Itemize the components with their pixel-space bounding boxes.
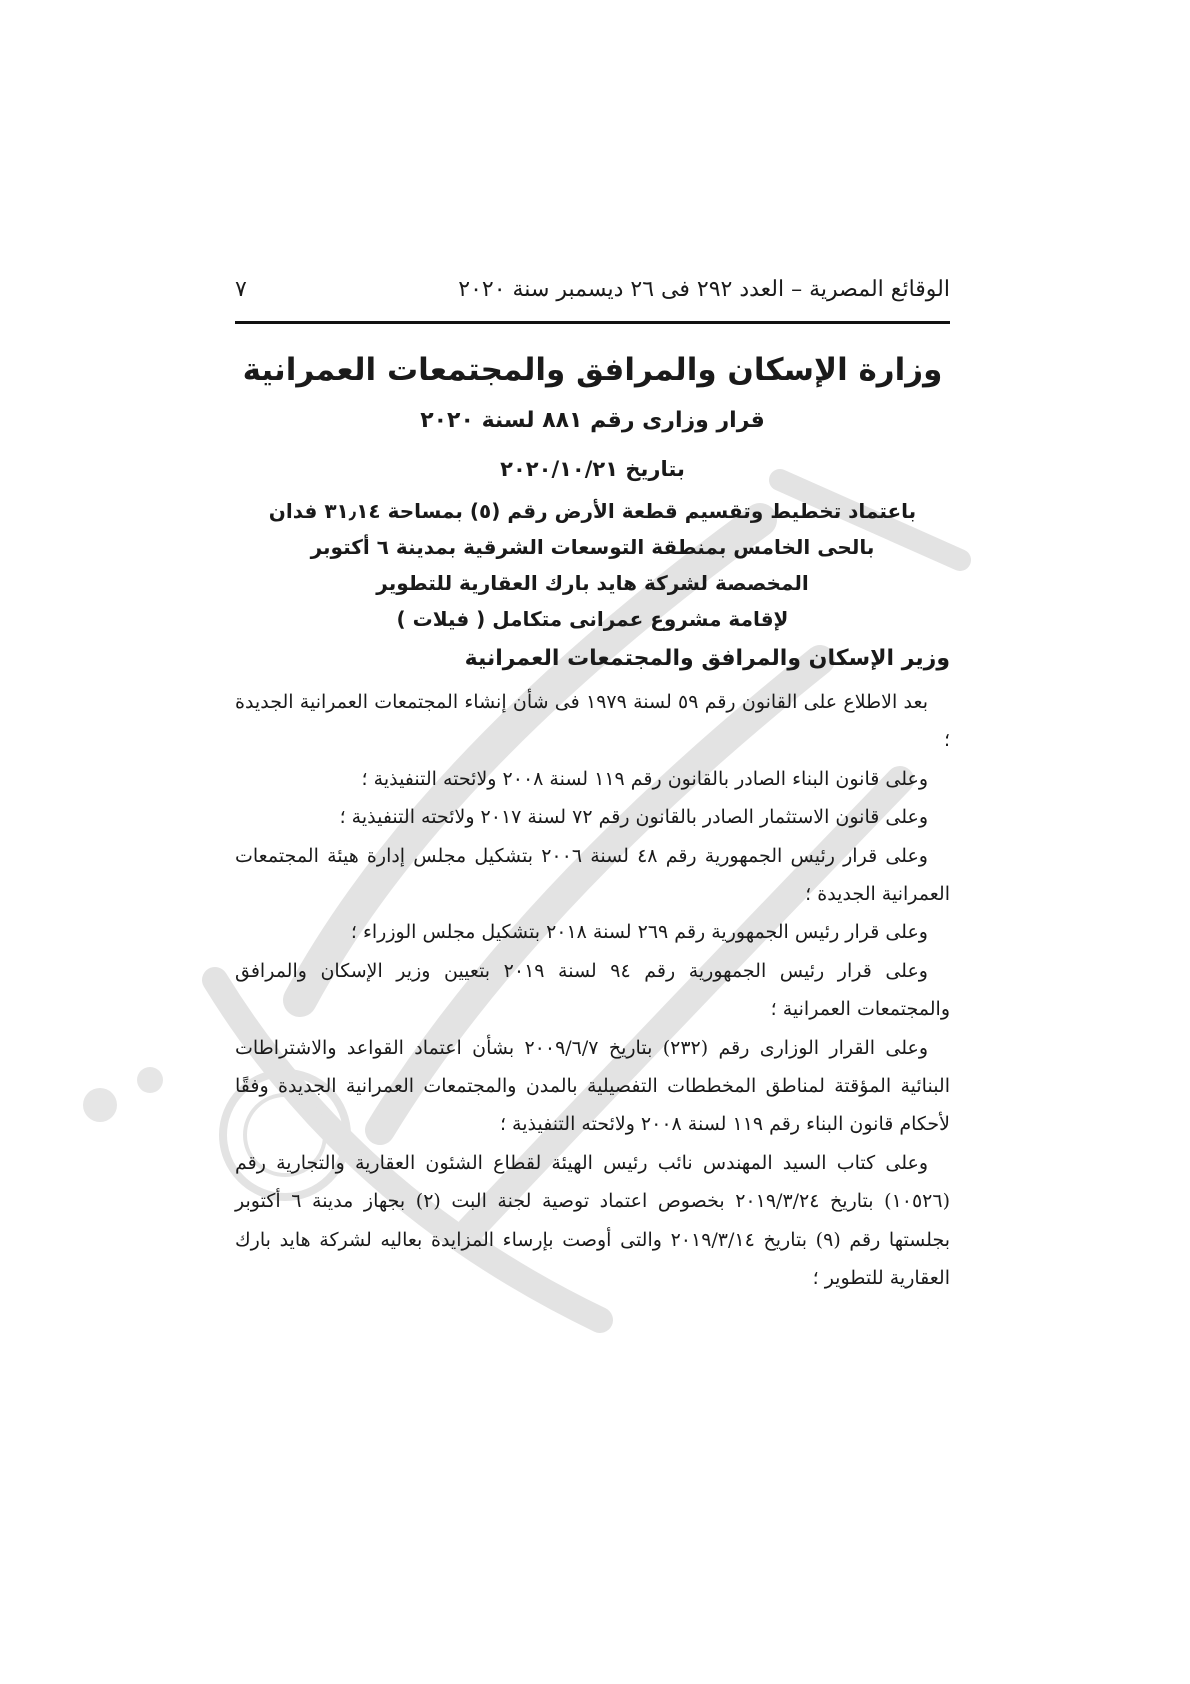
header-rule: [235, 321, 950, 324]
ministry-heading: وزارة الإسكان والمرافق والمجتمعات العمرانية: [242, 352, 943, 388]
preamble-paragraph: بعد الاطلاع على القانون رقم ٥٩ لسنة ١٩٧٩ فى شأن إنشاء المجتمعات العمرانية الجديدة ؛: [235, 691, 950, 752]
decree-title: قرار وزارى رقم ٨٨١ لسنة ٢٠٢٠: [420, 408, 765, 433]
preamble-paragraph: وعلى قرار رئيس الجمهورية رقم ٩٤ لسنة ٢٠١٩ بتعيين وزير الإسكان والمرافق والمجتمعات العمرانية ؛: [235, 959, 950, 1021]
preamble-paragraph: وعلى قانون الاستثمار الصادر بالقانون رقم ٧٢ لسنة ٢٠١٧ ولائحته التنفيذية ؛: [339, 806, 928, 829]
preamble: [235, 683, 950, 1298]
minister-heading: وزير الإسكان والمرافق والمجتمعات العمرانية: [464, 646, 950, 671]
preamble-paragraph: وعلى قرار رئيس الجمهورية رقم ٢٦٩ لسنة ٢٠١٨ بتشكيل مجلس الوزراء ؛: [350, 921, 928, 944]
subject-line: باعتماد تخطيط وتقسيم قطعة الأرض رقم (٥) بمساحة ٣١٫١٤ فدان: [268, 499, 917, 523]
page-header: [235, 272, 950, 306]
preamble-paragraph: وعلى كتاب السيد المهندس نائب رئيس الهيئة لقطاع الشئون العقارية والتجارية رقم (١٠٥٢٦) بتاريخ ٢٠١٩/٣/٢٤ بخصوص اعتماد توصية لجنة البت (٢) بجهاز مدينة ٦ أكتوبر بجلستها رقم (٩) بتاريخ ٢٠١٩/٣/١٤ والتى أوصت بإرساء المزايدة بعاليه لشركة هايد بارك العقارية للتطوير ؛: [235, 1151, 951, 1290]
page-number: ٧: [235, 276, 247, 302]
preamble-paragraph: وعلى قرار رئيس الجمهورية رقم ٤٨ لسنة ٢٠٠٦ بتشكيل مجلس إدارة هيئة المجتمعات العمرانية الجديدة ؛: [235, 844, 950, 906]
gazette-title: الوقائع المصرية – العدد ٢٩٢ فى ٢٦ ديسمبر سنة ٢٠٢٠: [458, 276, 950, 302]
subject-line: لإقامة مشروع عمرانى متكامل ( فيلات ): [396, 607, 789, 631]
preamble-paragraph: وعلى قانون البناء الصادر بالقانون رقم ١١٩ لسنة ٢٠٠٨ ولائحته التنفيذية ؛: [361, 767, 928, 790]
decree-date: بتاريخ ٢٠٢٠/١٠/٢١: [500, 457, 685, 481]
subject-line: بالحى الخامس بمنطقة التوسعات الشرقية بمدينة ٦ أكتوبر: [310, 535, 875, 559]
subject-line: المخصصة لشركة هايد بارك العقارية للتطوير: [376, 571, 809, 595]
document-body: [235, 345, 950, 1298]
decree-subject: [235, 493, 950, 637]
preamble-paragraph: وعلى القرار الوزارى رقم (٢٣٢) بتاريخ ٢٠٠٩/٦/٧ بشأن اعتماد القواعد والاشتراطات البنائية المؤقتة لمناطق المخططات التفصيلية بالمدن والمجتمعات العمرانية الجديدة وفقًا لأحكام قانون البناء رقم ١١٩ لسنة ٢٠٠٨ ولائحته التنفيذية ؛: [235, 1036, 950, 1136]
